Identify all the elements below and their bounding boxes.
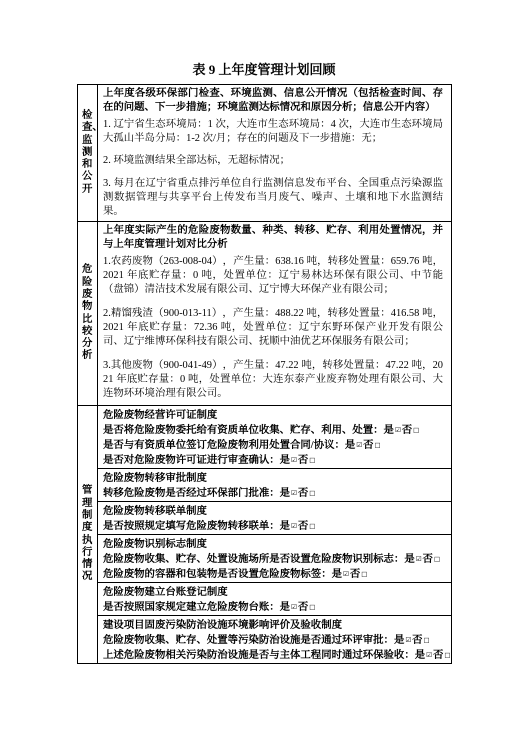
no-option-label: 否 [297,455,309,466]
no-option-label: 否 [363,440,374,451]
unchecked-box-icon: □ [423,636,430,644]
checklist-question: 是否按照国家规定建立危险废物台账： [103,602,280,613]
checklist-section [98,406,452,469]
checklist-question: 危险废物收集、贮存、处置设施场所是否设置危险废物识别标志： [103,554,405,565]
unchecked-box-icon: □ [413,426,420,434]
checklist-item [103,438,443,453]
yes-option-label: 是 [344,440,356,451]
checked-box-icon: ☑ [291,603,297,611]
unchecked-box-icon: □ [309,603,316,611]
checklist-section [98,583,452,616]
checklist-question: 危险废物收集、贮存、处置等污染防治设施是否通过环评审批： [103,635,394,646]
table-row-hazardous-waste [78,222,452,406]
checklist-item [103,633,443,648]
checklist-question: 是否按照规定填写危险废物转移联单： [103,521,280,532]
checklist-section-title: 危险废物转移联单制度 [103,506,207,517]
yes-option-label: 是 [279,455,291,466]
paragraph: 1. 辽宁省生态环境局：1 次，大连市生态环境局：4 次，大连市生态环境局大孤山半岛分局：1-2 次/月；存在的问题及下一步措施：无； [103,119,443,144]
row-label-inspection: 检查、监测和公开 [82,109,103,195]
paragraph: 1.农药废物（263-008-04），产生量：638.16 吨，转移处置量：659.76 吨，2021 年底贮存量：0 吨，处置单位：辽宁易林达环保有限公司、中节能（盘锦）清洁技术发展有限公司、辽宁博大环保产业有限公司； [103,256,443,295]
table-row-management [78,406,452,469]
table-row-management [78,502,452,535]
no-option-label: 否 [432,650,444,661]
checklist-question: 上述危险废物相关污染防治设施是否与主体工程同时通过环保验收： [103,650,415,661]
checklist-section-title: 危险废物识别标志制度 [103,539,207,550]
row-label-hazardous-waste: 危险废物比较分析 [82,264,93,362]
row-label-cell [78,222,98,406]
checked-box-icon: ☑ [394,426,401,434]
no-option-label: 否 [297,602,309,613]
paragraph: 2.精馏残渣（900-013-11），产生量：488.22 吨，转移处置量：416.58 吨，2021 年底贮存量：72.36 吨，处置单位：辽宁东野环保产业开发有限公司、辽宁维博环保科技有限公司、抚顺中油优艺环保服务有限公司； [103,308,443,347]
paragraph: 3.其他废物（900-041-49），产生量：47.22 吨，转移处置量：47.22 吨，2021 年底贮存量：0 吨，处置单位：大连东泰产业废弃物处理有限公司、大连物环环境治理有限公司。 [103,360,443,399]
checklist-item [103,600,443,615]
row-label-cell [78,406,98,664]
yes-option-label: 是 [279,488,291,499]
unchecked-box-icon: □ [361,570,368,578]
checklist-question: 转移危险废物是否经过环保部门批准： [103,488,280,499]
checked-box-icon: ☑ [291,456,297,464]
no-option-label: 否 [349,569,361,580]
unchecked-box-icon: □ [374,441,381,449]
checklist-item [103,519,443,534]
checklist-section [98,502,452,535]
checklist-section-title: 危险废物经营许可证制度 [103,410,218,421]
checklist-item [103,423,443,438]
checked-box-icon: ☑ [342,570,349,578]
checked-box-icon: ☑ [291,522,297,530]
checked-box-icon: ☑ [405,636,412,644]
checklist-section-title: 建设项目固废污染防治设施环境影响评价及验收制度 [103,620,342,631]
no-option-label: 否 [297,521,309,532]
paragraph: 3. 每月在辽宁省重点排污单位自行监测信息发布平台、全国重点污染源监测数据管理与共享平台上传发布当月废气、噪声、土壤和地下水监测结果。 [103,178,443,217]
unchecked-box-icon: □ [309,522,316,530]
yes-option-label: 是 [279,521,291,532]
paragraph: 2. 环境监测结果全部达标，无超标情况； [103,155,291,166]
checked-box-icon: ☑ [356,441,363,449]
checklist-section-title: 危险废物转移审批制度 [103,473,207,484]
no-option-label: 否 [401,425,413,436]
yes-option-label: 是 [414,650,426,661]
checklist-section [98,535,452,583]
unchecked-box-icon: □ [444,651,451,659]
page-title: 表 9 上年度管理计划回顾 [192,62,336,77]
yes-option-label: 是 [404,554,415,565]
review-table [77,84,452,664]
checklist-item [103,648,451,663]
yes-option-label: 是 [393,635,405,646]
yes-option-label: 是 [279,602,291,613]
checklist-item [103,567,443,582]
checked-box-icon: ☑ [415,555,422,563]
unchecked-box-icon: □ [433,555,441,563]
table-row-management [78,469,452,502]
checklist-item [103,453,443,468]
checked-box-icon: ☑ [291,489,297,497]
checked-box-icon: ☑ [426,651,432,659]
table-row-inspection [78,85,452,222]
unchecked-box-icon: □ [309,456,316,464]
checklist-section [98,469,452,502]
checklist-section [98,616,452,664]
table-row-management [78,535,452,583]
no-option-label: 否 [422,554,433,565]
checklist-question: 是否与有资质单位签订危险废物利用处置合同/协议： [103,440,345,451]
table-row-management [78,616,452,664]
row-label-management: 管理制度执行情况 [82,485,93,583]
yes-option-label: 是 [383,425,394,436]
table-row-management [78,583,452,616]
row-content-cell [98,85,452,222]
checklist-item [103,552,443,567]
checklist-item [103,486,443,501]
section-heading: 上年度实际产生的危险废物数量、种类、转移、贮存、利用处置情况，并与上年度管理计划对比分析 [103,225,443,250]
unchecked-box-icon: □ [309,489,316,497]
checklist-question: 是否对危险废物许可证进行审查确认： [103,455,280,466]
no-option-label: 否 [412,635,423,646]
no-option-label: 否 [297,488,309,499]
yes-option-label: 是 [331,569,342,580]
checklist-section-title: 危险废物建立台账登记制度 [103,587,228,598]
row-label-cell [78,85,103,222]
row-content-cell [98,222,452,406]
checklist-question: 危险废物的容器和包装物是否设置危险废物标签： [103,569,332,580]
checklist-question: 是否将危险废物委托给有资质单位收集、贮存、利用、处置： [103,425,384,436]
section-heading: 上年度各级环保部门检查、环境监测、信息公开情况（包括检查时间、存在的问题、下一步措施；环境监测达标情况和原因分析；信息公开内容） [103,88,443,113]
